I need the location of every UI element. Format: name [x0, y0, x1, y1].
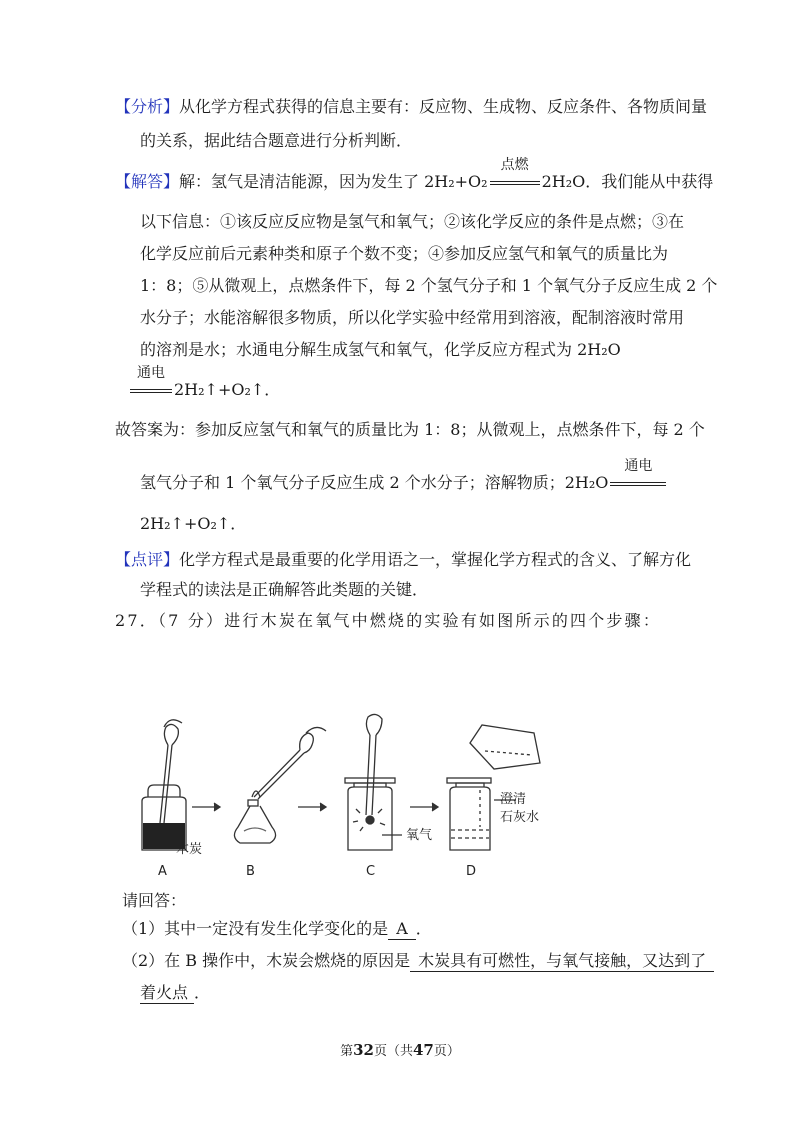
bottle-c — [345, 714, 402, 850]
answer-text-6: 的溶剂是水；水通电分解生成氢气和氧气，化学反应方程式为 2H₂O — [140, 340, 621, 359]
condition-electric-1: 通电 — [137, 365, 165, 381]
analysis-line-1 — [115, 97, 707, 117]
conclusion-text-2: 氢气分子和 1 个氧气分子反应生成 2 个水分子；溶解物质；2H₂O — [140, 473, 609, 492]
label-limewater-1: 澄清 — [500, 792, 527, 807]
sub-question-2 — [122, 951, 714, 972]
analysis-tag: 【分析】 — [115, 97, 180, 116]
tongs-b — [254, 727, 326, 799]
label-c: C — [366, 864, 376, 879]
label-oxygen: 氧气 — [406, 828, 433, 843]
prompt: 请回答： — [122, 891, 187, 910]
experiment-figure — [120, 705, 560, 885]
conclusion-line-2 — [140, 458, 668, 493]
conclusion-text-1: 故答案为：参加反应氢气和氧气的质量比为 1：8；从微观上，点燃条件下，每 2 个 — [115, 420, 705, 439]
bottle-d — [447, 778, 491, 850]
condition-ignite: 点燃 — [500, 157, 529, 173]
comment-line-1 — [115, 550, 691, 570]
comment-text-2: 学程式的读法是正确解答此类题的关键． — [140, 580, 429, 599]
comment-tag: 【点评】 — [115, 550, 180, 569]
arrow-3 — [410, 803, 438, 811]
q2-answer-2: 着火点 — [140, 983, 194, 1004]
footer-mid: 页（共 — [373, 1044, 413, 1059]
condition-electric-2: 通电 — [624, 458, 653, 474]
answer-text-4: 1：8；⑤从微观上，点燃条件下，每 2 个氢气分子和 1 个氧气分子反应生成 2 个 — [140, 276, 718, 295]
q1-text: （1）其中一定没有发生化学变化的是 — [122, 919, 389, 938]
answer-text-1-post: 2H₂O．我们能从中获得 — [541, 172, 714, 191]
analysis-text-1: 从化学方程式获得的信息主要有：反应物、生成物、反应条件、各物质间量 — [179, 97, 708, 116]
label-b: B — [246, 864, 255, 879]
reaction-arrow-ignite — [490, 157, 540, 192]
lamp-b — [234, 791, 275, 843]
answer-tag: 【解答】 — [115, 172, 180, 191]
answer-text-1-pre: 解：氢气是清洁能源，因为发生了 2H₂+O₂ — [179, 172, 488, 191]
question-27-text: 27．（7 分）进行木炭在氧气中燃烧的实验有如图所示的四个步骤： — [115, 611, 662, 630]
label-d: D — [466, 864, 477, 879]
q2-end: ． — [194, 983, 211, 1002]
beaker — [470, 725, 540, 800]
answer-text-3: 化学反应前后元素种类和原子个数不变；④参加反应氢气和氧气的质量比为 — [140, 244, 669, 263]
label-limewater-2: 石灰水 — [500, 810, 540, 825]
label-a: A — [158, 864, 167, 879]
page-number: 32 — [353, 1041, 374, 1059]
answer-line-7 — [130, 365, 281, 400]
arrow-2 — [298, 803, 326, 811]
q2-text: （2）在 B 操作中，木炭会燃烧的原因是 — [122, 951, 411, 970]
answer-line-1 — [115, 157, 714, 192]
answer-text-2: 以下信息：①该反应反应物是氢气和氧气；②该化学反应的条件是点燃；③在 — [140, 212, 685, 231]
arrow-1 — [192, 803, 220, 811]
q1-answer: A — [388, 919, 416, 940]
analysis-text-2: 的关系，据此结合题意进行分析判断． — [140, 131, 413, 150]
reaction-arrow-electrolysis — [130, 365, 172, 400]
sub-question-2-cont — [140, 983, 210, 1004]
conclusion-text-3: 2H₂↑+O₂↑． — [140, 514, 247, 533]
total-pages: 47 — [413, 1041, 434, 1059]
page-footer — [0, 1040, 800, 1059]
sub-question-1 — [122, 919, 432, 940]
tongs-a — [160, 720, 182, 823]
answer-text-5: 水分子；水能溶解很多物质，所以化学实验中经常用到溶液，配制溶液时常用 — [140, 308, 685, 327]
footer-post: 页） — [433, 1044, 460, 1059]
answer-text-7: 2H₂↑+O₂↑． — [174, 380, 281, 399]
q1-end: ． — [415, 919, 432, 938]
footer-pre: 第 — [340, 1044, 354, 1059]
label-charcoal: 木炭 — [176, 842, 203, 857]
q2-answer-1: 木炭具有可燃性，与氧气接触，又达到了 — [410, 951, 714, 972]
reaction-arrow-electrolysis-2 — [610, 458, 666, 493]
comment-text-1: 化学方程式是最重要的化学用语之一，掌握化学方程式的含义、了解方化 — [179, 550, 692, 569]
